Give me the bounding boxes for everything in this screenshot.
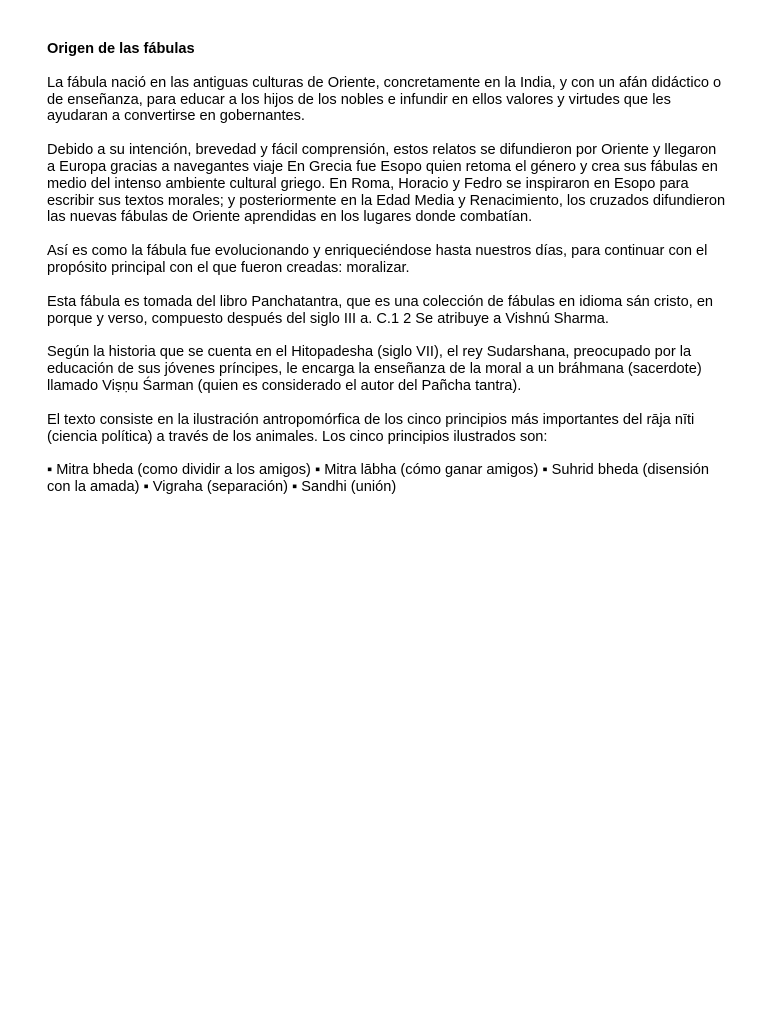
paragraph-principles-intro: El texto consiste en la ilustración antropomórfica de los cinco principios más importantes del rāja nīti (ciencia política) a través de los animales. Los cinco principios ilustrados son:	[47, 411, 695, 445]
paragraph-evolution: Así es como la fábula fue evolucionando y enriqueciéndose hasta nuestros días, para continuar con el propósito principal con el que fueron creadas: moralizar.	[47, 243, 708, 276]
document-title: Origen de las fábulas	[47, 41, 195, 57]
paragraph-panchatantra: Esta fábula es tomada del libro Panchatantra, que es una colección de fábulas en idioma sán cristo, en porque y verso, compuesto después del siglo III a. C.1 2 Se atribuye a Vishnú Sharma.	[47, 293, 714, 327]
paragraph-origin: La fábula nació en las antiguas culturas de Oriente, concretamente en la India, y con un afán didáctico o de enseñanza, para educar a los hijos de los nobles e infundir en ellos valores y virtudes que les ayudaran a convertirse en gobernantes.	[47, 74, 722, 125]
paragraph-hitopadesha: Según la historia que se cuenta en el Hitopadesha (siglo VII), el rey Sudarshana, preocupado por la educación de sus jóvenes príncipes, le encarga la enseñanza de la moral a un bráhmana (sacerdote) llamado Viṣṇu Śarman (quien es considerado el autor del Pañcha tantra).	[47, 344, 702, 394]
paragraph-principles-list: ▪ Mitra bheda (como dividir a los amigos) ▪ Mitra lābha (cómo ganar amigos) ▪ Suhrid bheda (disensión con la amada) ▪ Vigraha (separación) ▪ Sandhi (unión)	[47, 462, 709, 496]
paragraph-spread: Debido a su intención, brevedad y fácil comprensión, estos relatos se difundieron por Oriente y llegaron a Europa gracias a navegantes viaje En Grecia fue Esopo quien retoma el género y crea sus fábulas en medio del intenso ambiente cultural griego. En Roma, Horacio y Fedro se inspiraron en Esopo para escribir sus textos morales; y posteriormente en la Edad Media y Renacimiento, los cruzados difundieron las nuevas fábulas de Oriente aprendidas en los lugares donde combatían.	[47, 142, 726, 226]
document-body	[47, 41, 727, 513]
